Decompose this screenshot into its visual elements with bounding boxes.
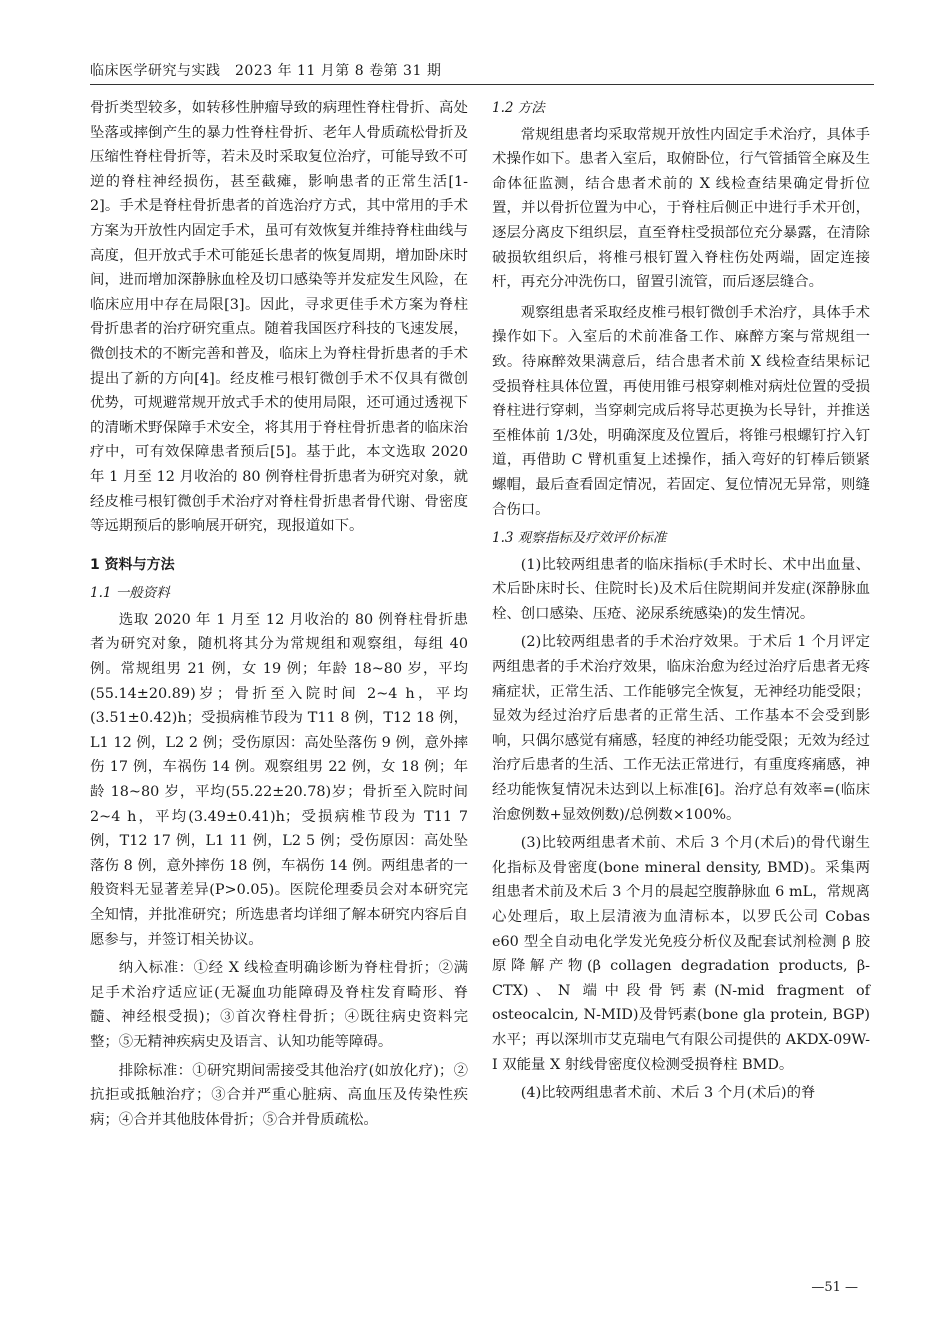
subsection-heading-1-1: 1.1 一般资料 xyxy=(90,585,170,602)
right-column xyxy=(492,96,870,1106)
header-rule xyxy=(90,84,874,85)
journal-header: 临床医学研究与实践 2023 年 11 月第 8 卷第 31 期 xyxy=(90,63,442,79)
indicator-3-paragraph: (3)比较两组患者术前、术后 3 个月(术后)的骨代谢生化指标及骨密度(bone mineral density, BMD)。采集两组患者术前及术后 3 个月的晨起空腹静脉血 6 mL，常规离心处理后，取上层清液为血清标本，以罗氏公司 Cobas e60 型全自动电化学发光免疫分析仪及配套试剂检测 β 胶原降解产物(β collagen degradation products, β-CTX)、N 端中段骨钙素(N-mid fragment of osteocalcin, N-MID)及骨钙素(bone gla protein, BGP)水平；再以深圳市艾克瑞电气有限公司提供的 AKDX-09W-I 双能量 X 射线骨密度仪检测受损脊柱 BMD。 xyxy=(492,835,870,1073)
indicator-1-paragraph: (1)比较两组患者的临床指标(手术时长、术中出血量、术后卧床时长、住院时长)及术后住院期间并发症(深静脉血栓、创口感染、压疮、泌尿系统感染)的发生情况。 xyxy=(492,556,870,622)
subsection-heading-1-3: 1.3 观察指标及疗效评价标准 xyxy=(492,530,667,547)
intro-paragraph: 骨折类型较多，如转移性肿瘤导致的病理性脊柱骨折、高处坠落或摔倒产生的暴力性脊柱骨折、老年人骨质疏松骨折及压缩性脊柱骨折等，若未及时采取复位治疗，可能导致不可逆的脊柱神经损伤，甚至截瘫，影响患者的正常生活[1-2]。手术是脊柱骨折患者的首选治疗方式，其中常用的手术方案为开放性内固定手术，虽可有效恢复并维持脊柱曲线与高度，但开放式手术可能延长患者的恢复周期，增加卧床时间，进而增加深静脉血栓及切口感染等并发症发生风险，在临床应用中存在局限[3]。因此，寻求更佳手术方案为脊柱骨折患者的治疗研究重点。随着我国医疗科技的飞速发展，微创技术的不断完善和普及，临床上为脊柱骨折患者的手术提出了新的方向[4]。经皮椎弓根钉微创手术不仅具有微创优势，可规避常规开放式手术的使用局限，还可通过透视下的清晰术野保障手术安全，将其用于脊柱骨折患者的临床治疗中，可有效保障患者预后[5]。基于此，本文选取 2020 年 1 月至 12 月收治的 80 例脊柱骨折患者为研究对象，就经皮椎弓根钉微创手术治疗对脊柱骨折患者骨代谢、骨密度等远期预后的影响展开研究，现报道如下。 xyxy=(90,100,468,535)
inclusion-criteria-paragraph: 纳入标准：①经 X 线检查明确诊断为脊柱骨折；②满足手术治疗适应证(无凝血功能障碍及脊柱发育畸形、脊髓、神经根受损)；③首次脊柱骨折；④既往病史资料完整；⑤无精神疾病史及语言、认知功能等障碍。 xyxy=(90,960,468,1050)
subsection-heading-1-2: 1.2 方法 xyxy=(492,100,545,116)
page-number: —51 — xyxy=(811,1280,858,1295)
indicator-4-paragraph: (4)比较两组患者术前、术后 3 个月(术后)的脊 xyxy=(520,1085,816,1102)
observation-method-paragraph: 观察组患者采取经皮椎弓根钉微创手术治疗，具体手术操作如下。入室后的术前准备工作、麻醉方案与常规组一致。待麻醉效果满意后，结合患者术前 X 线检查结果标记受损脊柱具体位置，再使用锥弓根穿刺椎对病灶位置的受损脊柱进行穿刺，当穿刺完成后将导芯更换为长导针，并推送至椎体前 1/3处，明确深度及位置后，将锥弓根螺钉拧入钉道，再借助 C 臂机重复上述操作，插入弯好的钉棒后锁紧螺帽，最后查看固定情况，若固定、复位情况无异常，则缝合伤口。 xyxy=(492,304,870,518)
section-heading-1: 1 资料与方法 xyxy=(90,556,175,573)
general-data-paragraph: 选取 2020 年 1 月至 12 月收治的 80 例脊柱骨折患者为研究对象，随机将其分为常规组和观察组，每组 40 例。常规组男 21 例，女 19 例；年龄 18~80 岁，平均(55.14±20.89)岁；骨折至入院时间 2~4 h，平均(3.51±0.42)h；受损病椎节段为 T11 8 例，T12 18 例，L1 12 例，L2 2 例；受伤原因：高处坠落伤 9 例，意外摔伤 17 例，车祸伤 14 例。观察组男 22 例，女 18 例；年龄 18~80 岁，平均(55.22±20.78)岁；骨折至入院时间2~4 h，平均(3.49±0.41)h；受损病椎节段为 T11 7 例，T12 17 例，L1 11 例，L2 5 例；受伤原因：高处坠落伤 8 例，意外摔伤 18 例，车祸伤 14 例。两组患者的一般资料无显著差异(P>0.05)。医院伦理委员会对本研究完全知情，并批准研究；所选患者均详细了解本研究内容后自愿参与，并签订相关协议。 xyxy=(90,611,468,948)
indicator-2-paragraph: (2)比较两组患者的手术治疗效果。于术后 1 个月评定两组患者的手术治疗效果，临床治愈为经过治疗后患者无疼痛症状，正常生活、工作能够完全恢复，无神经功能受限；显效为经过治疗后患者的正常生活、工作基本不会受到影响，只偶尔感觉有痛感，轻度的神经功能受限；无效为经过治疗后患者的生活、工作无法正常进行，有重度疼痛感，神经功能恢复情况未达到以上标准[6]。治疗总有效率=(临床治愈例数+显效例数)/总例数×100%。 xyxy=(492,634,870,823)
exclusion-criteria-paragraph: 排除标准：①研究期间需接受其他治疗(如放化疗)；②抗拒或抵触治疗；③合并严重心脏病、高血压及传染性疾病；④合并其他肢体骨折；⑤合并骨质疏松。 xyxy=(90,1062,468,1128)
conventional-method-paragraph: 常规组患者均采取常规开放性内固定手术治疗，具体手术操作如下。患者入室后，取俯卧位，行气管插管全麻及生命体征监测，结合患者术前的 X 线检查结果确定骨折位置，并以骨折位置为中心，于脊柱后侧正中进行手术开创，逐层分离皮下组织层，直至脊柱受损部位充分暴露，在清除破损软组织后，将椎弓根钉置入脊柱伤处两端，固定连接杆，再充分冲洗伤口，留置引流管，而后逐层缝合。 xyxy=(492,126,870,291)
left-column xyxy=(90,96,468,1132)
